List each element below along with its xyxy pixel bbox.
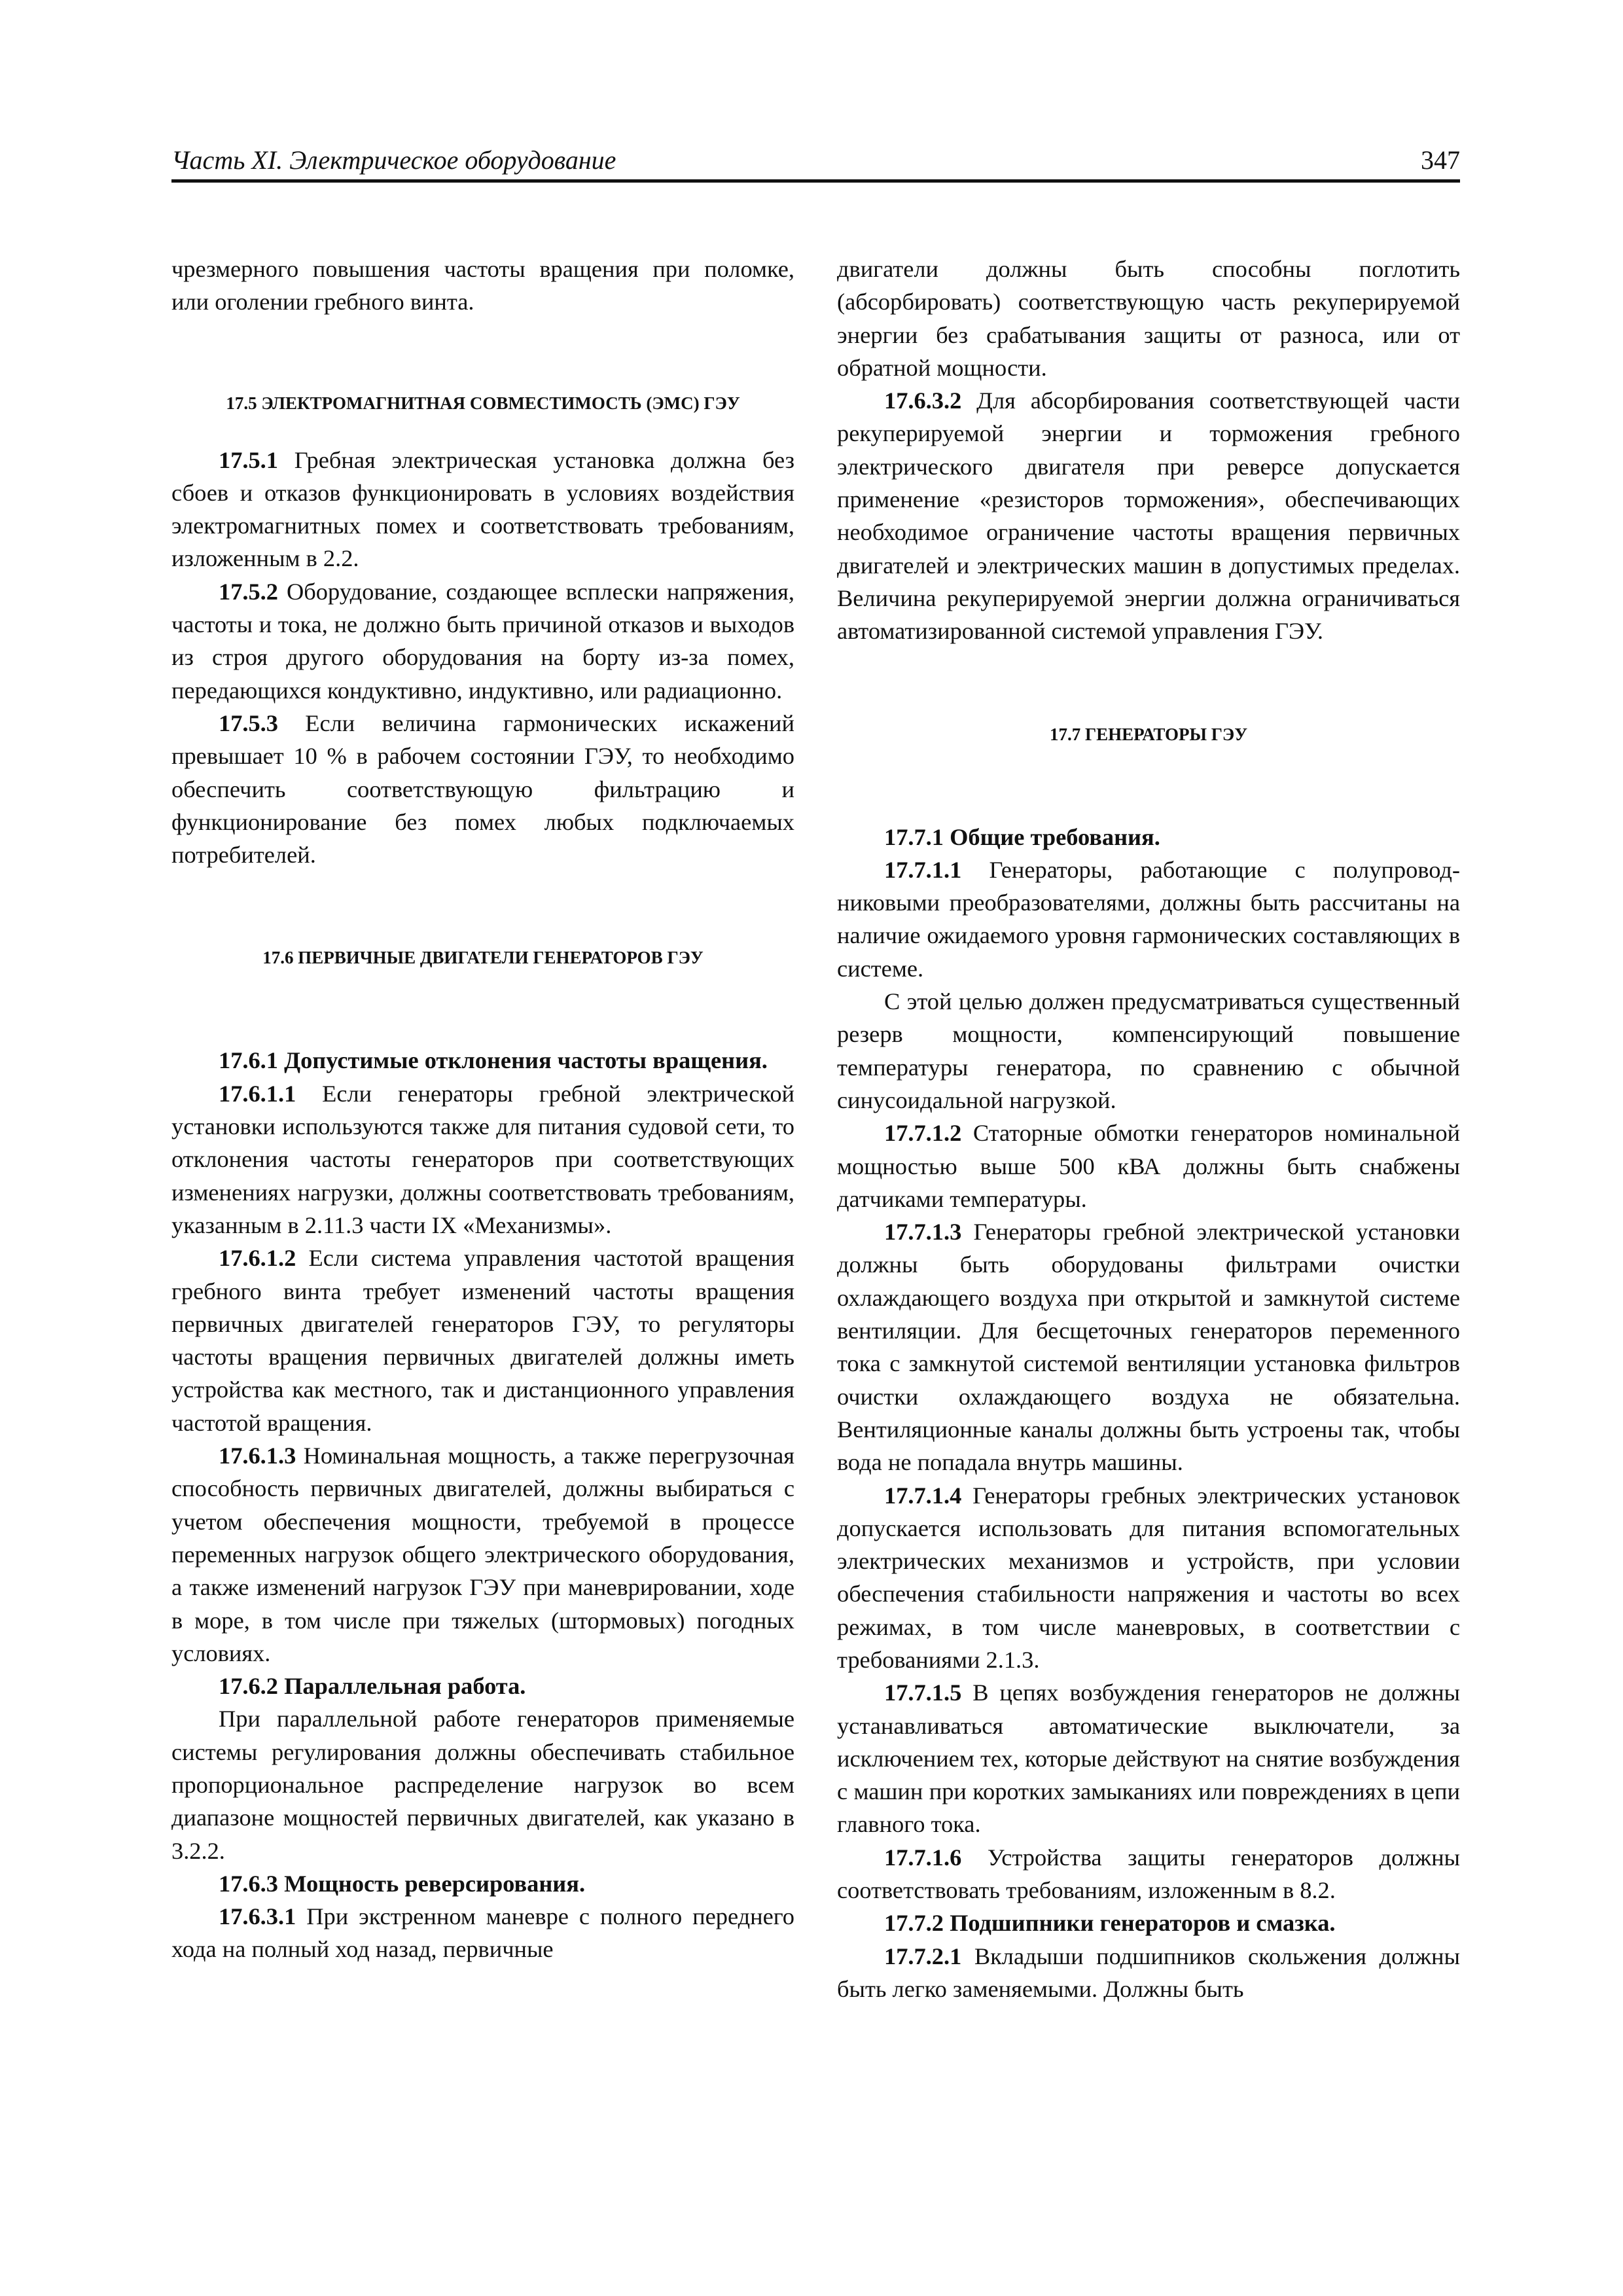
clause-text: Статорные обмотки генераторов номинальной мощностью выше 500 кВА должны быть снабжены датчиками температуры. <box>837 1120 1460 1212</box>
clause-number: 17.7.1.3 <box>884 1219 962 1246</box>
clause-number: 17.6.1.2 <box>219 1245 296 1272</box>
paragraph-17-5-3 <box>171 707 794 871</box>
clause-text: Если система управления частотой вращения гребного винта требует изменений частоты вращения первичных двигателей генераторов ГЭУ, то регуляторы частоты вращения первичных двигателей должны иметь устройства как местного, так и дистанционного управления частотой вращения. <box>171 1245 794 1436</box>
clause-text: Вкладыши подшипников скольжения должны быть легко заменяемыми. Должны быть <box>837 1943 1460 2002</box>
paragraph-17-7-1-2 <box>837 1117 1460 1215</box>
clause-text: Генераторы, работающие с полупроводниковыми преобразователями, должны быть рассчитаны на наличие ожидаемого уровня гармонических составляющих в системе. <box>837 856 1460 982</box>
clause-text: Для абсорбирования соответствующей части рекуперируемой энергии и торможения гребного электрического двигателя при реверсе допускается применение «резисторов торможения», обеспечивающих необходимое ограничение частоты вращения первичных двигателей и электрических машин в допустимых пределах. Величина рекуперируемой энергии должна ограничиваться автоматизированной системой управления ГЭУ. <box>837 387 1460 645</box>
section-heading-17-7: 17.7 ГЕНЕРАТОРЫ ГЭУ <box>1049 724 1248 744</box>
clause-number: 17.7.1.4 <box>884 1482 962 1509</box>
clause-text: Если генераторы гребной электрической установки используются также для питания судовой сети, то отклонения частоты генераторов при соответствующих изменениях нагрузки, должны соответствовать требованиям, указанным в 2.11.3 части IX «Механизмы». <box>171 1080 794 1238</box>
paragraph-continued: двигатели должны быть способны поглотить (абсорбировать) соответствующую часть рекуперируемой энергии без срабатывания защиты от разноса, или от обратной мощности. <box>837 256 1460 381</box>
paragraph-17-7-1-6 <box>837 1841 1460 1907</box>
clause-number: 17.7.1.2 <box>884 1120 962 1147</box>
subsection-heading-17-7-1: 17.7.1 Общие требования. <box>884 823 1160 850</box>
clause-number: 17.7.2.1 <box>884 1943 962 1969</box>
running-header-title: Часть XI. Электрическое оборудование <box>171 145 616 175</box>
clause-number: 17.6.1.3 <box>219 1443 296 1469</box>
clause-number: 17.6.3.2 <box>884 387 962 414</box>
clause-number: 17.7.1.6 <box>884 1844 962 1871</box>
paragraph-17-6-1-2 <box>171 1242 794 1439</box>
paragraph-17-6-1-3 <box>171 1439 794 1670</box>
clause-number: 17.5.1 <box>219 446 278 473</box>
running-header <box>171 141 1460 183</box>
subsection-heading-17-7-2: 17.7.2 Подшипники генераторов и смазка. <box>884 1910 1336 1937</box>
paragraph-17-6-3-1 <box>171 1900 794 1966</box>
subsection-heading-17-6-3: 17.6.3 Мощность реверсирования. <box>219 1870 586 1897</box>
paragraph-17-7-1-1 <box>837 853 1460 985</box>
clause-text: При экстренном маневре с полного переднего хода на полный ход назад, первичные <box>171 1903 794 1963</box>
paragraph-17-7-1-4 <box>837 1479 1460 1677</box>
clause-number: 17.5.3 <box>219 709 278 736</box>
paragraph-17-6-1-1 <box>171 1077 794 1242</box>
clause-number: 17.6.1.1 <box>219 1080 296 1107</box>
section-heading-17-6: 17.6 ПЕРВИЧНЫЕ ДВИГАТЕЛИ ГЕНЕРАТОРОВ ГЭУ <box>262 948 704 968</box>
paragraph-continued: чрезмерного повышения частоты вращения при поломке, или оголении гребного винта. <box>171 256 794 315</box>
subsection-heading-17-6-2: 17.6.2 Параллельная работа. <box>219 1673 526 1700</box>
clause-number: 17.6.3.1 <box>219 1903 296 1930</box>
paragraph-17-7-2-1 <box>837 1940 1460 2006</box>
paragraph-17-5-2 <box>171 575 794 707</box>
left-column <box>171 253 794 1966</box>
paragraph-17-7-1-3 <box>837 1215 1460 1479</box>
paragraph-17-5-1 <box>171 444 794 575</box>
clause-number: 17.5.2 <box>219 578 278 605</box>
paragraph-17-7-1-1-cont: С этой целью должен предусматриваться существенный резерв мощности, компенсирующий повышение температуры генератора, по сравнению с обычной синусоидальной нагрузкой. <box>837 988 1460 1113</box>
page-number: 347 <box>1421 145 1460 175</box>
section-heading-17-5: 17.5 ЭЛЕКТРОМАГНИТНАЯ СОВМЕСТИМОСТЬ (ЭМС) ГЭУ <box>226 393 740 413</box>
paragraph-17-6-2: При параллельной работе генераторов применяемые системы регулирования должны обеспечивать стабильное пропорциональное распределение нагрузок во всем диапазоне мощностей первичных двигателей, как указано в 3.2.2. <box>171 1706 794 1864</box>
clause-text: Генераторы гребных электрических установок допускается использовать для питания вспомогательных электрических механизмов и устройств, при условии обеспечения стабильности напряжения и частоты во всех режимах, в том числе маневровых, в соответствии с требованиями 2.1.3. <box>837 1482 1460 1673</box>
subsection-heading-17-6-1: 17.6.1 Допустимые отклонения частоты вращения. <box>219 1047 768 1074</box>
clause-text: Устройства защиты генераторов должны соответствовать требованиям, изложенным в 8.2. <box>837 1844 1460 1904</box>
clause-text: Гребная электрическая установка должна без сбоев и отказов функционировать в условиях воздействия электромагнитных помех и соответствовать требованиям, изложенным в 2.2. <box>171 446 794 572</box>
paragraph-17-7-1-5 <box>837 1676 1460 1840</box>
clause-text: Номинальная мощность, а также перегрузочная способность первичных двигателей, должны выбираться с учетом обеспечения мощности, требуемой в процессе переменных нагрузок общего электрического оборудования, а также изменений нагрузок ГЭУ при маневрировании, ходе в море, в том числе при тяжелых (штормовых) погодных условиях. <box>171 1443 794 1666</box>
clause-text: Генераторы гребной электрической установки должны быть оборудованы фильтрами очистки охлаждающего воздуха при открытой и замкнутой системе вентиляции. Для бесщеточных генераторов переменного тока с замкнутой системой вентиляции установка фильтров очистки охлаждающего воздуха не обязательна. Вентиляционные каналы должны быть устроены так, чтобы вода не попадала внутрь машины. <box>837 1219 1460 1476</box>
right-column <box>837 253 1460 2005</box>
clause-text: В цепях возбуждения генераторов не должны устанавливаться автоматические выключатели, за исключением тех, которые действуют на снятие возбуждения с машин при коротких замыканиях или повреждениях в цепи главного тока. <box>837 1679 1460 1838</box>
clause-text: Если величина гармонических искажений превышает 10 % в рабочем состоянии ГЭУ, то необходимо обеспечить соответствующую фильтрацию и функционирование без помех любых подключаемых потребителей. <box>171 709 794 869</box>
clause-number: 17.7.1.1 <box>884 856 962 883</box>
clause-number: 17.7.1.5 <box>884 1679 962 1706</box>
clause-text: Оборудование, создающее всплески напряжения, частоты и тока, не должно быть причиной отказов и выходов из строя другого оборудования на борту из-за помех, передающихся кондуктивно, индуктивно, или радиационно. <box>171 578 794 704</box>
paragraph-17-6-3-2 <box>837 384 1460 647</box>
